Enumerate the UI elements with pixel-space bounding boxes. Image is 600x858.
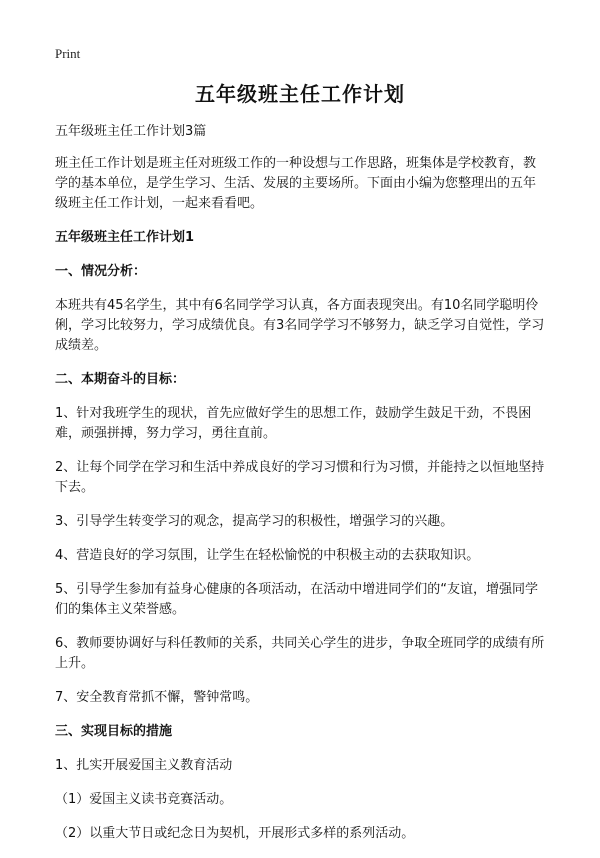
goal-item: 4、营造良好的学习氛围，让学生在轻松愉悦的中积极主动的去获取知识。 <box>55 548 480 563</box>
goal-item: 6、教师要协调好与科任教师的关系，共同关心学生的进步，争取全班同学的成绩有所上升。 <box>55 636 545 671</box>
plan-heading: 五年级班主任工作计划1 <box>55 230 195 245</box>
goal-item: 3、引导学生转变学习的观念，提高学习的积极性，增强学习的兴趣。 <box>55 514 454 529</box>
page-title: 五年级班主任工作计划 <box>195 82 405 106</box>
goal-item: 1、针对我班学生的现状，首先应做好学生的思想工作，鼓励学生鼓足干劲，不畏困难，顽强拼搏，努力学习，勇往直前。 <box>55 406 532 441</box>
document-subtitle: 五年级班主任工作计划3篇 <box>55 124 207 139</box>
goals-heading: 二、本期奋斗的目标： <box>55 372 186 387</box>
print-label: Print <box>55 46 81 61</box>
analysis-paragraph: 本班共有45名学生，其中有6名同学学习认真，各方面表现突出。有10名同学聪明伶俐，学习比较努力，学习成绩优良。有3名同学学习不够努力，缺乏学习自觉性，学习成绩差。 <box>55 298 545 353</box>
measure-item: （2）以重大节日或纪念日为契机，开展形式多样的系列活动。 <box>55 826 415 841</box>
document-body <box>55 122 547 858</box>
measure-item: 1、扎实开展爱国主义教育活动 <box>55 758 233 773</box>
measures-heading: 三、实现目标的措施 <box>55 724 173 739</box>
goal-item: 5、引导学生参加有益身心健康的各项活动，在活动中增进同学们的“友谊，增强同学们的集体主义荣誉感。 <box>55 582 539 617</box>
measure-item: （1）爱国主义读书竞赛活动。 <box>55 792 233 807</box>
analysis-heading: 一、情况分析： <box>55 264 147 279</box>
goal-item: 2、让每个同学在学习和生活中养成良好的学习习惯和行为习惯，并能持之以恒地坚持下去。 <box>55 460 545 495</box>
intro-paragraph: 班主任工作计划是班主任对班级工作的一种设想与工作思路，班集体是学校教育，教学的基本单位，是学生学习、生活、发展的主要场所。下面由小编为您整理出的五年级班主任工作计划，一起来看看吧。 <box>55 156 537 211</box>
goal-item: 7、安全教育常抓不懈，警钟常鸣。 <box>55 690 259 705</box>
